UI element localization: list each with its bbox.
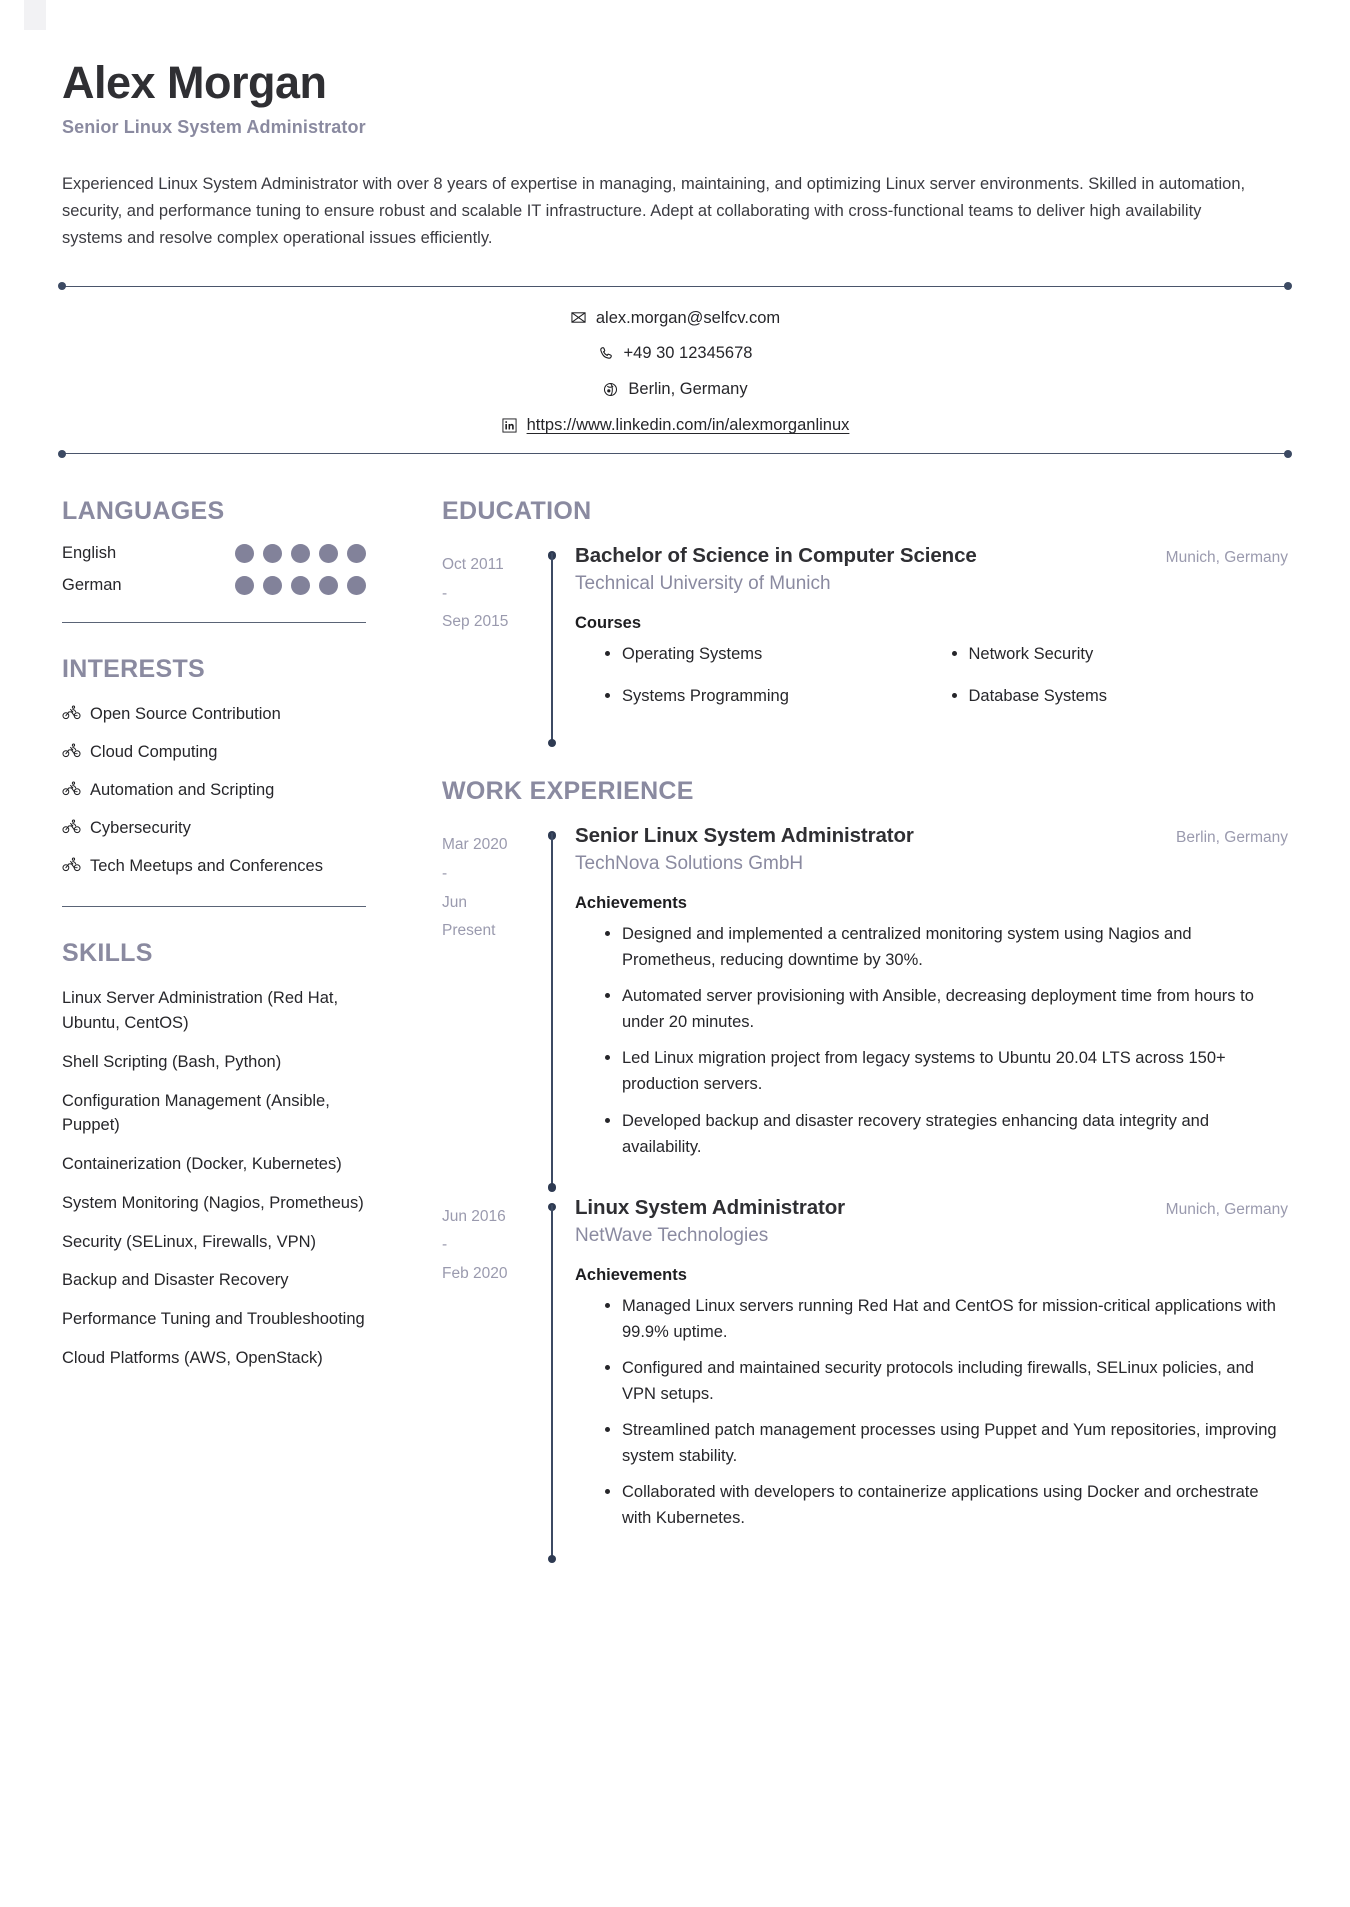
contact-row: [570, 304, 780, 333]
resume-body: [0, 497, 1350, 1567]
achievement-item: Managed Linux servers running Red Hat and CentOS for mission-critical applications with 99.9% uptime.: [605, 1293, 1288, 1345]
interest-label: Tech Meetups and Conferences: [90, 857, 323, 876]
achievement-item: Developed backup and disaster recovery strategies enhancing data integrity and availability.: [605, 1108, 1288, 1160]
education-heading: EDUCATION: [442, 497, 592, 526]
skill-item: Configuration Management (Ansible, Puppet): [62, 1091, 330, 1135]
timeline-end-dot: [548, 1555, 557, 1564]
interest-item: [62, 702, 366, 727]
entry-timeline: [546, 1196, 559, 1564]
interest-label: Open Source Contribution: [90, 705, 281, 724]
timeline-line: [551, 553, 553, 743]
work-experience-list: [442, 824, 1288, 1563]
work-entry: [442, 1196, 1288, 1564]
contact-text: Berlin, Germany: [628, 380, 748, 399]
interests-section: [62, 655, 366, 879]
level-dot: [235, 576, 254, 595]
entry-date-range: [442, 544, 546, 747]
achievements-label: Achievements: [575, 894, 687, 913]
timeline-end-dot: [548, 739, 557, 748]
course-item: Operating Systems: [605, 641, 942, 667]
date-end: Sep 2015: [442, 613, 509, 631]
level-dot: [319, 576, 338, 595]
page-corner-fold: [24, 0, 46, 30]
entry-location: Munich, Germany: [1165, 1200, 1288, 1218]
contact-section: [0, 286, 1350, 455]
level-dot: [235, 544, 254, 563]
course-item: Database Systems: [952, 683, 1289, 709]
level-dot: [347, 576, 366, 595]
interest-item: [62, 854, 366, 879]
level-dot: [319, 544, 338, 563]
contact-rail-top: [62, 286, 1288, 287]
language-level-dots: [235, 544, 366, 563]
skills-heading: SKILLS: [62, 939, 153, 968]
work-role: Senior Linux System Administrator: [575, 824, 914, 848]
work-company: TechNova Solutions GmbH: [575, 853, 804, 875]
bicycle-icon: [62, 705, 81, 724]
timeline-end-dot: [548, 1183, 557, 1192]
language-row: [62, 544, 366, 563]
contact-text: alex.morgan@selfcv.com: [595, 308, 781, 327]
skill-item: Shell Scripting (Bash, Python): [62, 1052, 282, 1071]
interest-label: Cloud Computing: [90, 743, 218, 762]
resume-header: [0, 0, 1350, 252]
entry-main: [559, 1196, 1288, 1564]
course-item: Systems Programming: [605, 683, 942, 709]
date-separator: -: [442, 584, 448, 602]
course-item: Network Security: [952, 641, 1289, 667]
work-experience-section: [442, 777, 1288, 1563]
entry-main: [559, 824, 1288, 1192]
interests-list: [62, 702, 366, 879]
education-school: Technical University of Munich: [575, 573, 831, 595]
achievements-list: [575, 1293, 1288, 1532]
skills-section: [62, 939, 366, 1370]
date-end-secondary: Present: [442, 922, 496, 940]
level-dot: [263, 576, 282, 595]
skill-item: Containerization (Docker, Kubernetes): [62, 1155, 342, 1174]
contact-row: [598, 339, 753, 368]
entry-date-range: [442, 1196, 546, 1564]
header-summary: Experienced Linux System Administrator with over 8 years of expertise in managing, maintaining, and optimizing Linux server environments. Skilled in automation, security, and performance tuning to ensure robust and scalable IT infrastructure. Adept at collaborating with cross-functional teams to deliver high availability systems and resolve complex operational issues efficiently.: [62, 175, 1246, 247]
work-experience-heading: WORK EXPERIENCE: [442, 777, 694, 806]
courses-label: Courses: [575, 614, 642, 633]
skill-item: Security (SELinux, Firewalls, VPN): [62, 1232, 316, 1251]
work-entry: [442, 824, 1288, 1192]
sidebar-divider-1: [62, 622, 366, 623]
achievement-item: Led Linux migration project from legacy systems to Ubuntu 20.04 LTS across 150+ production servers.: [605, 1045, 1288, 1097]
bicycle-icon: [62, 819, 81, 838]
entry-date-range: [442, 824, 546, 1192]
entry-header: [575, 824, 1288, 848]
interest-item: [62, 740, 366, 765]
work-company: NetWave Technologies: [575, 1224, 769, 1246]
interest-label: Cybersecurity: [90, 819, 191, 838]
achievement-item: Streamlined patch management processes using Puppet and Yum repositories, improving system stability.: [605, 1417, 1288, 1469]
education-entry: [442, 544, 1288, 747]
skill-item: Linux Server Administration (Red Hat, Ubuntu, CentOS): [62, 989, 339, 1033]
level-dot: [291, 544, 310, 563]
contact-row[interactable]: [501, 411, 850, 440]
header-job-title: Senior Linux System Administrator: [62, 117, 366, 138]
skills-list: [62, 986, 366, 1370]
entry-location: Berlin, Germany: [1176, 829, 1288, 847]
phone-icon: [598, 345, 615, 362]
timeline-line: [551, 1205, 553, 1560]
date-separator: -: [442, 1236, 448, 1254]
date-end: Feb 2020: [442, 1265, 508, 1283]
bicycle-icon: [62, 857, 81, 876]
education-degree: Bachelor of Science in Computer Science: [575, 544, 977, 568]
language-level-dots: [235, 576, 366, 595]
interest-item: [62, 816, 366, 841]
date-separator: -: [442, 864, 448, 882]
interest-item: [62, 778, 366, 803]
contact-text: +49 30 12345678: [623, 344, 753, 363]
skill-item: Backup and Disaster Recovery: [62, 1271, 289, 1290]
linkedin-icon: [501, 417, 518, 434]
contact-rail-bottom: [62, 453, 1288, 454]
achievement-item: Collaborated with developers to containerize applications using Docker and orchestrate with Kubernetes.: [605, 1479, 1288, 1531]
bicycle-icon: [62, 781, 81, 800]
contact-list: [62, 287, 1288, 454]
entry-header: [575, 544, 1288, 568]
interest-label: Automation and Scripting: [90, 781, 275, 800]
main-content: [400, 497, 1288, 1567]
achievement-item: Configured and maintained security protocols including firewalls, SELinux policies, and VPN setups.: [605, 1355, 1288, 1407]
date-end: Jun: [442, 893, 467, 911]
education-list: [442, 544, 1288, 747]
achievement-item: Designed and implemented a centralized monitoring system using Nagios and Prometheus, reducing downtime by 30%.: [605, 921, 1288, 973]
date-start: Jun 2016: [442, 1207, 506, 1225]
date-start: Oct 2011: [442, 556, 504, 574]
skill-item: Cloud Platforms (AWS, OpenStack): [62, 1348, 323, 1367]
envelope-icon: [570, 309, 587, 326]
language-row: [62, 576, 366, 595]
language-name: English: [62, 544, 117, 563]
entry-header: [575, 1196, 1288, 1220]
skill-item: System Monitoring (Nagios, Prometheus): [62, 1193, 364, 1212]
globe-icon: [602, 381, 619, 398]
interests-heading: INTERESTS: [62, 655, 205, 684]
languages-list: [62, 544, 366, 595]
page-title: Alex Morgan: [62, 57, 327, 108]
entry-main: [559, 544, 1288, 747]
contact-link[interactable]: https://www.linkedin.com/in/alexmorganlinux: [526, 416, 850, 435]
contact-row: [602, 375, 747, 404]
entry-timeline: [546, 824, 559, 1192]
level-dot: [347, 544, 366, 563]
work-role: Linux System Administrator: [575, 1195, 846, 1219]
achievements-label: Achievements: [575, 1265, 687, 1284]
sidebar-divider-2: [62, 906, 366, 907]
achievements-list: [575, 921, 1288, 1160]
languages-heading: LANGUAGES: [62, 497, 225, 526]
education-section: [442, 497, 1288, 747]
skill-item: Performance Tuning and Troubleshooting: [62, 1310, 365, 1329]
language-name: German: [62, 576, 122, 595]
bicycle-icon: [62, 743, 81, 762]
date-start: Mar 2020: [442, 836, 508, 854]
entry-location: Munich, Germany: [1165, 549, 1288, 567]
courses-grid: [575, 641, 1288, 725]
level-dot: [263, 544, 282, 563]
timeline-line: [551, 833, 553, 1188]
languages-section: [62, 497, 366, 595]
entry-timeline: [546, 544, 559, 747]
achievement-item: Automated server provisioning with Ansible, decreasing deployment time from hours to under 20 minutes.: [605, 983, 1288, 1035]
level-dot: [291, 576, 310, 595]
sidebar: [62, 497, 400, 1567]
